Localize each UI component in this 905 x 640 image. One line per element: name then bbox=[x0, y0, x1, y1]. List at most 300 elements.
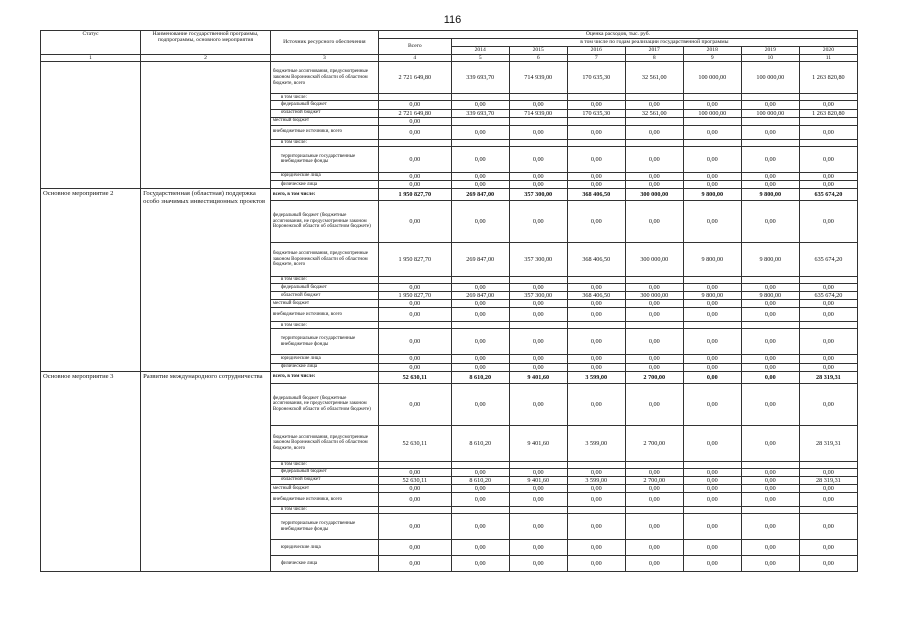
year-value-cell: 9 401,60 bbox=[509, 425, 567, 461]
funding-source-cell: областной бюджет bbox=[270, 109, 378, 117]
year-value-cell: 0,00 bbox=[741, 540, 799, 556]
table-body bbox=[41, 62, 858, 572]
status-cell bbox=[41, 62, 141, 189]
year-value-cell: 0,00 bbox=[451, 355, 509, 363]
year-value-cell: 1 263 820,80 bbox=[799, 109, 857, 117]
total-value-cell: 0,00 bbox=[378, 493, 451, 507]
year-value-cell: 368 406,50 bbox=[567, 243, 625, 277]
header-total: Всего bbox=[378, 39, 451, 55]
year-value-cell: 0,00 bbox=[799, 146, 857, 172]
year-value-cell: 0,00 bbox=[741, 468, 799, 476]
year-value-cell: 170 635,30 bbox=[567, 62, 625, 94]
year-value-cell: 0,00 bbox=[509, 101, 567, 109]
year-value-cell: 0,00 bbox=[509, 308, 567, 322]
total-value-cell: 0,00 bbox=[378, 146, 451, 172]
column-number: 2 bbox=[141, 55, 271, 62]
year-value-cell: 0,00 bbox=[451, 172, 509, 180]
year-value-cell bbox=[451, 277, 509, 284]
funding-source-cell: всего, в том числе: bbox=[270, 371, 378, 383]
year-value-cell: 0,00 bbox=[509, 514, 567, 540]
total-value-cell: 0,00 bbox=[378, 308, 451, 322]
total-value-cell bbox=[378, 322, 451, 329]
total-value-cell: 0,00 bbox=[378, 101, 451, 109]
funding-source-cell: местный бюджет bbox=[270, 484, 378, 492]
funding-source-cell: внебюджетные источники, всего bbox=[270, 493, 378, 507]
year-value-cell: 0,00 bbox=[625, 172, 683, 180]
funding-source-cell: территориальные государственные внебюджетные фонды bbox=[270, 146, 378, 172]
year-value-cell: 0,00 bbox=[683, 540, 741, 556]
total-value-cell: 52 630,11 bbox=[378, 476, 451, 484]
year-value-cell: 0,00 bbox=[509, 556, 567, 572]
funding-source-cell: в том числе: bbox=[270, 461, 378, 468]
year-value-cell bbox=[625, 94, 683, 101]
year-value-cell: 269 847,00 bbox=[451, 292, 509, 300]
table-row bbox=[41, 62, 858, 94]
column-number: 7 bbox=[567, 55, 625, 62]
year-value-cell: 0,00 bbox=[509, 146, 567, 172]
year-value-cell bbox=[625, 139, 683, 146]
year-value-cell: 9 800,00 bbox=[741, 243, 799, 277]
year-value-cell: 0,00 bbox=[567, 180, 625, 188]
year-value-cell: 0,00 bbox=[683, 201, 741, 243]
year-value-cell bbox=[567, 117, 625, 125]
column-number: 6 bbox=[509, 55, 567, 62]
total-value-cell: 0,00 bbox=[378, 363, 451, 371]
year-value-cell: 0,00 bbox=[625, 125, 683, 139]
program-name-cell: Государственная (областная) поддержка особо значимых инвестиционных проектов bbox=[141, 189, 271, 372]
year-value-cell: 0,00 bbox=[567, 284, 625, 292]
year-value-cell: 0,00 bbox=[451, 101, 509, 109]
year-value-cell bbox=[567, 461, 625, 468]
year-value-cell: 0,00 bbox=[683, 180, 741, 188]
year-value-cell: 0,00 bbox=[509, 363, 567, 371]
year-value-cell: 9 800,00 bbox=[683, 189, 741, 201]
year-value-cell: 0,00 bbox=[451, 300, 509, 308]
funding-source-cell: областной бюджет bbox=[270, 292, 378, 300]
year-value-cell: 0,00 bbox=[509, 355, 567, 363]
year-value-cell bbox=[625, 461, 683, 468]
year-value-cell: 300 000,00 bbox=[625, 189, 683, 201]
column-number: 1 bbox=[41, 55, 141, 62]
year-value-cell bbox=[741, 117, 799, 125]
year-value-cell: 0,00 bbox=[625, 383, 683, 425]
year-value-cell: 0,00 bbox=[741, 172, 799, 180]
total-value-cell: 0,00 bbox=[378, 284, 451, 292]
year-value-cell: 0,00 bbox=[451, 329, 509, 355]
year-value-cell bbox=[509, 117, 567, 125]
year-value-cell: 0,00 bbox=[567, 355, 625, 363]
year-value-cell: 0,00 bbox=[451, 540, 509, 556]
year-value-cell: 0,00 bbox=[683, 284, 741, 292]
total-value-cell: 0,00 bbox=[378, 180, 451, 188]
funding-source-cell: бюджетные ассигнования, предусмотренные законом Воронежской области об областном бюджете, всего bbox=[270, 243, 378, 277]
year-value-cell: 0,00 bbox=[683, 146, 741, 172]
year-value-cell bbox=[741, 507, 799, 514]
year-value-cell: 0,00 bbox=[683, 363, 741, 371]
total-value-cell bbox=[378, 277, 451, 284]
year-value-cell: 0,00 bbox=[799, 493, 857, 507]
year-value-cell: 0,00 bbox=[567, 101, 625, 109]
year-value-cell: 0,00 bbox=[741, 355, 799, 363]
year-value-cell: 3 599,00 bbox=[567, 476, 625, 484]
year-value-cell bbox=[741, 139, 799, 146]
year-value-cell: 0,00 bbox=[451, 284, 509, 292]
year-value-cell: 714 939,00 bbox=[509, 62, 567, 94]
year-value-cell: 0,00 bbox=[625, 146, 683, 172]
year-value-cell: 0,00 bbox=[509, 540, 567, 556]
year-value-cell: 0,00 bbox=[509, 300, 567, 308]
funding-source-cell: бюджетные ассигнования, предусмотренные законом Воронежской области об областном бюджете, всего bbox=[270, 425, 378, 461]
year-value-cell: 0,00 bbox=[567, 300, 625, 308]
year-value-cell bbox=[509, 461, 567, 468]
program-name-cell bbox=[141, 62, 271, 189]
year-value-cell: 0,00 bbox=[451, 468, 509, 476]
total-value-cell: 0,00 bbox=[378, 540, 451, 556]
year-value-cell bbox=[567, 507, 625, 514]
total-value-cell bbox=[378, 461, 451, 468]
year-value-cell: 0,00 bbox=[683, 172, 741, 180]
total-value-cell: 52 630,11 bbox=[378, 371, 451, 383]
total-value-cell: 0,00 bbox=[378, 117, 451, 125]
funding-source-cell: в том числе: bbox=[270, 322, 378, 329]
year-value-cell: 0,00 bbox=[741, 371, 799, 383]
year-value-cell: 3 599,00 bbox=[567, 371, 625, 383]
year-value-cell: 0,00 bbox=[683, 355, 741, 363]
total-value-cell: 0,00 bbox=[378, 201, 451, 243]
year-value-cell: 2 700,00 bbox=[625, 425, 683, 461]
total-value-cell: 1 950 827,70 bbox=[378, 292, 451, 300]
year-value-cell: 0,00 bbox=[451, 125, 509, 139]
year-value-cell: 32 561,00 bbox=[625, 62, 683, 94]
header-year: 2017 bbox=[625, 47, 683, 55]
year-value-cell: 0,00 bbox=[741, 300, 799, 308]
year-value-cell: 339 693,70 bbox=[451, 62, 509, 94]
year-value-cell: 0,00 bbox=[741, 201, 799, 243]
year-value-cell bbox=[683, 277, 741, 284]
year-value-cell: 300 000,00 bbox=[625, 243, 683, 277]
year-value-cell: 0,00 bbox=[567, 514, 625, 540]
year-value-cell: 100 000,00 bbox=[683, 109, 741, 117]
year-value-cell: 0,00 bbox=[741, 484, 799, 492]
year-value-cell: 269 847,00 bbox=[451, 243, 509, 277]
header-status: Статус bbox=[41, 31, 141, 55]
year-value-cell: 9 401,60 bbox=[509, 476, 567, 484]
funding-source-cell: в том числе: bbox=[270, 507, 378, 514]
funding-source-cell: физические лица bbox=[270, 556, 378, 572]
year-value-cell: 0,00 bbox=[509, 468, 567, 476]
year-value-cell: 0,00 bbox=[741, 476, 799, 484]
year-value-cell: 0,00 bbox=[567, 329, 625, 355]
header-year: 2018 bbox=[683, 47, 741, 55]
year-value-cell: 0,00 bbox=[683, 101, 741, 109]
year-value-cell bbox=[683, 461, 741, 468]
year-value-cell bbox=[799, 94, 857, 101]
year-value-cell: 0,00 bbox=[509, 172, 567, 180]
year-value-cell: 0,00 bbox=[741, 514, 799, 540]
table-row bbox=[41, 189, 858, 201]
funding-source-cell: в том числе: bbox=[270, 277, 378, 284]
funding-source-cell: территориальные государственные внебюджетные фонды bbox=[270, 329, 378, 355]
funding-source-cell: юридические лица bbox=[270, 172, 378, 180]
total-value-cell: 0,00 bbox=[378, 383, 451, 425]
year-value-cell: 269 847,00 bbox=[451, 189, 509, 201]
year-value-cell: 0,00 bbox=[799, 201, 857, 243]
year-value-cell: 0,00 bbox=[509, 484, 567, 492]
year-value-cell: 0,00 bbox=[683, 468, 741, 476]
year-value-cell: 0,00 bbox=[451, 146, 509, 172]
year-value-cell: 0,00 bbox=[451, 308, 509, 322]
year-value-cell: 0,00 bbox=[799, 300, 857, 308]
year-value-cell bbox=[451, 322, 509, 329]
year-value-cell: 9 800,00 bbox=[741, 189, 799, 201]
year-value-cell: 0,00 bbox=[625, 540, 683, 556]
year-value-cell: 0,00 bbox=[451, 514, 509, 540]
funding-source-cell: внебюджетные источники, всего bbox=[270, 125, 378, 139]
total-value-cell: 1 950 827,70 bbox=[378, 189, 451, 201]
year-value-cell: 0,00 bbox=[683, 425, 741, 461]
year-value-cell bbox=[799, 139, 857, 146]
header-year: 2015 bbox=[509, 47, 567, 55]
year-value-cell bbox=[799, 461, 857, 468]
year-value-cell: 0,00 bbox=[451, 484, 509, 492]
year-value-cell: 0,00 bbox=[683, 493, 741, 507]
year-value-cell: 0,00 bbox=[799, 484, 857, 492]
year-value-cell: 0,00 bbox=[509, 180, 567, 188]
year-value-cell: 0,00 bbox=[567, 493, 625, 507]
funding-source-cell: физические лица bbox=[270, 363, 378, 371]
funding-source-cell: территориальные государственные внебюджетные фонды bbox=[270, 514, 378, 540]
page-number: 116 bbox=[443, 14, 462, 26]
column-number: 11 bbox=[799, 55, 857, 62]
year-value-cell: 635 674,20 bbox=[799, 189, 857, 201]
year-value-cell: 0,00 bbox=[683, 383, 741, 425]
year-value-cell: 100 000,00 bbox=[683, 62, 741, 94]
year-value-cell: 0,00 bbox=[625, 308, 683, 322]
year-value-cell: 0,00 bbox=[741, 383, 799, 425]
total-value-cell: 0,00 bbox=[378, 125, 451, 139]
year-value-cell: 635 674,20 bbox=[799, 292, 857, 300]
year-value-cell bbox=[451, 507, 509, 514]
year-value-cell: 368 406,50 bbox=[567, 189, 625, 201]
year-value-cell: 0,00 bbox=[799, 556, 857, 572]
total-value-cell bbox=[378, 94, 451, 101]
year-value-cell: 0,00 bbox=[567, 125, 625, 139]
year-value-cell: 9 800,00 bbox=[741, 292, 799, 300]
year-value-cell: 0,00 bbox=[625, 556, 683, 572]
header-estimate: Оценка расходов, тыс. руб. bbox=[378, 31, 857, 39]
year-value-cell: 0,00 bbox=[741, 493, 799, 507]
year-value-cell: 0,00 bbox=[625, 101, 683, 109]
year-value-cell: 0,00 bbox=[683, 125, 741, 139]
year-value-cell: 0,00 bbox=[799, 101, 857, 109]
year-value-cell: 9 401,60 bbox=[509, 371, 567, 383]
year-value-cell: 0,00 bbox=[625, 180, 683, 188]
funding-source-cell: бюджетные ассигнования, предусмотренные законом Воронежской области об областном бюджете, всего bbox=[270, 62, 378, 94]
year-value-cell: 0,00 bbox=[799, 363, 857, 371]
funding-source-cell: юридические лица bbox=[270, 355, 378, 363]
table-row bbox=[41, 371, 858, 383]
year-value-cell: 635 674,20 bbox=[799, 243, 857, 277]
year-value-cell: 0,00 bbox=[741, 180, 799, 188]
year-value-cell: 8 610,20 bbox=[451, 371, 509, 383]
budget-table bbox=[40, 30, 858, 572]
year-value-cell bbox=[799, 322, 857, 329]
year-value-cell: 368 406,50 bbox=[567, 292, 625, 300]
header-source: Источник ресурсного обеспечения bbox=[270, 31, 378, 55]
year-value-cell bbox=[683, 507, 741, 514]
year-value-cell: 0,00 bbox=[799, 308, 857, 322]
year-value-cell: 0,00 bbox=[567, 146, 625, 172]
year-value-cell: 0,00 bbox=[625, 355, 683, 363]
year-value-cell: 0,00 bbox=[625, 363, 683, 371]
year-value-cell: 0,00 bbox=[567, 172, 625, 180]
funding-source-cell: федеральный бюджет bbox=[270, 468, 378, 476]
year-value-cell: 0,00 bbox=[799, 514, 857, 540]
year-value-cell: 0,00 bbox=[451, 180, 509, 188]
year-value-cell bbox=[683, 322, 741, 329]
year-value-cell: 0,00 bbox=[509, 493, 567, 507]
funding-source-cell: федеральный бюджет (бюджетные ассигнования, не предусмотренные законом Воронежской области об областном бюджете) bbox=[270, 383, 378, 425]
year-value-cell: 100 000,00 bbox=[741, 62, 799, 94]
year-value-cell bbox=[741, 94, 799, 101]
column-number: 3 bbox=[270, 55, 378, 62]
year-value-cell bbox=[451, 139, 509, 146]
funding-source-cell: федеральный бюджет (бюджетные ассигнования, не предусмотренные законом Воронежской области об областном бюджете) bbox=[270, 201, 378, 243]
year-value-cell: 0,00 bbox=[683, 476, 741, 484]
year-value-cell: 0,00 bbox=[567, 468, 625, 476]
year-value-cell: 100 000,00 bbox=[741, 109, 799, 117]
column-number: 5 bbox=[451, 55, 509, 62]
total-value-cell bbox=[378, 507, 451, 514]
year-value-cell bbox=[741, 277, 799, 284]
year-value-cell bbox=[509, 322, 567, 329]
year-value-cell: 3 599,00 bbox=[567, 425, 625, 461]
year-value-cell: 0,00 bbox=[567, 363, 625, 371]
year-value-cell: 0,00 bbox=[741, 284, 799, 292]
year-value-cell: 0,00 bbox=[683, 300, 741, 308]
year-value-cell bbox=[799, 277, 857, 284]
year-value-cell: 9 800,00 bbox=[683, 292, 741, 300]
year-value-cell bbox=[509, 277, 567, 284]
total-value-cell: 0,00 bbox=[378, 329, 451, 355]
funding-source-cell: юридические лица bbox=[270, 540, 378, 556]
year-value-cell: 0,00 bbox=[799, 172, 857, 180]
year-value-cell: 28 319,31 bbox=[799, 425, 857, 461]
year-value-cell: 0,00 bbox=[451, 383, 509, 425]
funding-source-cell: областной бюджет bbox=[270, 476, 378, 484]
year-value-cell: 0,00 bbox=[799, 468, 857, 476]
year-value-cell: 0,00 bbox=[741, 556, 799, 572]
year-value-cell: 0,00 bbox=[509, 383, 567, 425]
year-value-cell: 0,00 bbox=[451, 493, 509, 507]
year-value-cell: 0,00 bbox=[683, 484, 741, 492]
year-value-cell: 0,00 bbox=[509, 284, 567, 292]
funding-source-cell: местный бюджет bbox=[270, 117, 378, 125]
year-value-cell: 357 300,00 bbox=[509, 292, 567, 300]
total-value-cell: 0,00 bbox=[378, 556, 451, 572]
header-year: 2019 bbox=[741, 47, 799, 55]
year-value-cell: 0,00 bbox=[741, 425, 799, 461]
year-value-cell: 0,00 bbox=[567, 556, 625, 572]
year-value-cell: 0,00 bbox=[625, 284, 683, 292]
year-value-cell: 339 693,70 bbox=[451, 109, 509, 117]
year-value-cell: 0,00 bbox=[625, 493, 683, 507]
year-value-cell: 2 700,00 bbox=[625, 371, 683, 383]
year-value-cell bbox=[625, 277, 683, 284]
year-value-cell: 0,00 bbox=[741, 146, 799, 172]
year-value-cell bbox=[741, 322, 799, 329]
year-value-cell bbox=[451, 461, 509, 468]
year-value-cell: 714 939,00 bbox=[509, 109, 567, 117]
status-cell: Основное мероприятие 2 bbox=[41, 189, 141, 372]
year-value-cell: 0,00 bbox=[451, 201, 509, 243]
header-name: Наименование государственной программы, подпрограммы, основного мероприятия bbox=[141, 31, 271, 55]
year-value-cell bbox=[625, 117, 683, 125]
year-value-cell: 0,00 bbox=[625, 300, 683, 308]
total-value-cell: 2 721 649,80 bbox=[378, 62, 451, 94]
header-including: в том числе по годам реализации государственной программы bbox=[451, 39, 857, 47]
year-value-cell bbox=[567, 139, 625, 146]
column-number: 9 bbox=[683, 55, 741, 62]
funding-source-cell: внебюджетные источники, всего bbox=[270, 308, 378, 322]
year-value-cell bbox=[625, 322, 683, 329]
year-value-cell: 0,00 bbox=[625, 201, 683, 243]
total-value-cell: 52 630,11 bbox=[378, 425, 451, 461]
year-value-cell: 0,00 bbox=[625, 514, 683, 540]
year-value-cell: 0,00 bbox=[567, 201, 625, 243]
year-value-cell: 0,00 bbox=[567, 308, 625, 322]
column-number: 4 bbox=[378, 55, 451, 62]
funding-source-cell: местный бюджет bbox=[270, 300, 378, 308]
year-value-cell: 357 300,00 bbox=[509, 189, 567, 201]
year-value-cell: 0,00 bbox=[683, 556, 741, 572]
year-value-cell bbox=[799, 507, 857, 514]
year-value-cell bbox=[451, 117, 509, 125]
year-value-cell: 0,00 bbox=[625, 329, 683, 355]
year-value-cell: 0,00 bbox=[741, 363, 799, 371]
funding-source-cell: федеральный бюджет bbox=[270, 101, 378, 109]
column-number: 8 bbox=[625, 55, 683, 62]
year-value-cell: 0,00 bbox=[741, 101, 799, 109]
year-value-cell: 32 561,00 bbox=[625, 109, 683, 117]
year-value-cell bbox=[741, 461, 799, 468]
year-value-cell bbox=[625, 507, 683, 514]
year-value-cell: 1 263 820,80 bbox=[799, 62, 857, 94]
year-value-cell: 0,00 bbox=[567, 484, 625, 492]
total-value-cell: 0,00 bbox=[378, 468, 451, 476]
year-value-cell: 0,00 bbox=[683, 329, 741, 355]
year-value-cell bbox=[567, 277, 625, 284]
year-value-cell: 170 635,30 bbox=[567, 109, 625, 117]
funding-source-cell: физические лица bbox=[270, 180, 378, 188]
header-year: 2014 bbox=[451, 47, 509, 55]
year-value-cell: 0,00 bbox=[683, 371, 741, 383]
year-value-cell bbox=[799, 117, 857, 125]
year-value-cell: 28 319,31 bbox=[799, 371, 857, 383]
year-value-cell: 0,00 bbox=[509, 125, 567, 139]
header-year: 2020 bbox=[799, 47, 857, 55]
year-value-cell bbox=[509, 94, 567, 101]
year-value-cell bbox=[683, 117, 741, 125]
year-value-cell bbox=[567, 94, 625, 101]
total-value-cell: 0,00 bbox=[378, 355, 451, 363]
year-value-cell: 0,00 bbox=[799, 125, 857, 139]
column-number: 10 bbox=[741, 55, 799, 62]
year-value-cell: 0,00 bbox=[625, 484, 683, 492]
year-value-cell: 0,00 bbox=[625, 468, 683, 476]
year-value-cell: 0,00 bbox=[799, 540, 857, 556]
year-value-cell: 9 800,00 bbox=[683, 243, 741, 277]
